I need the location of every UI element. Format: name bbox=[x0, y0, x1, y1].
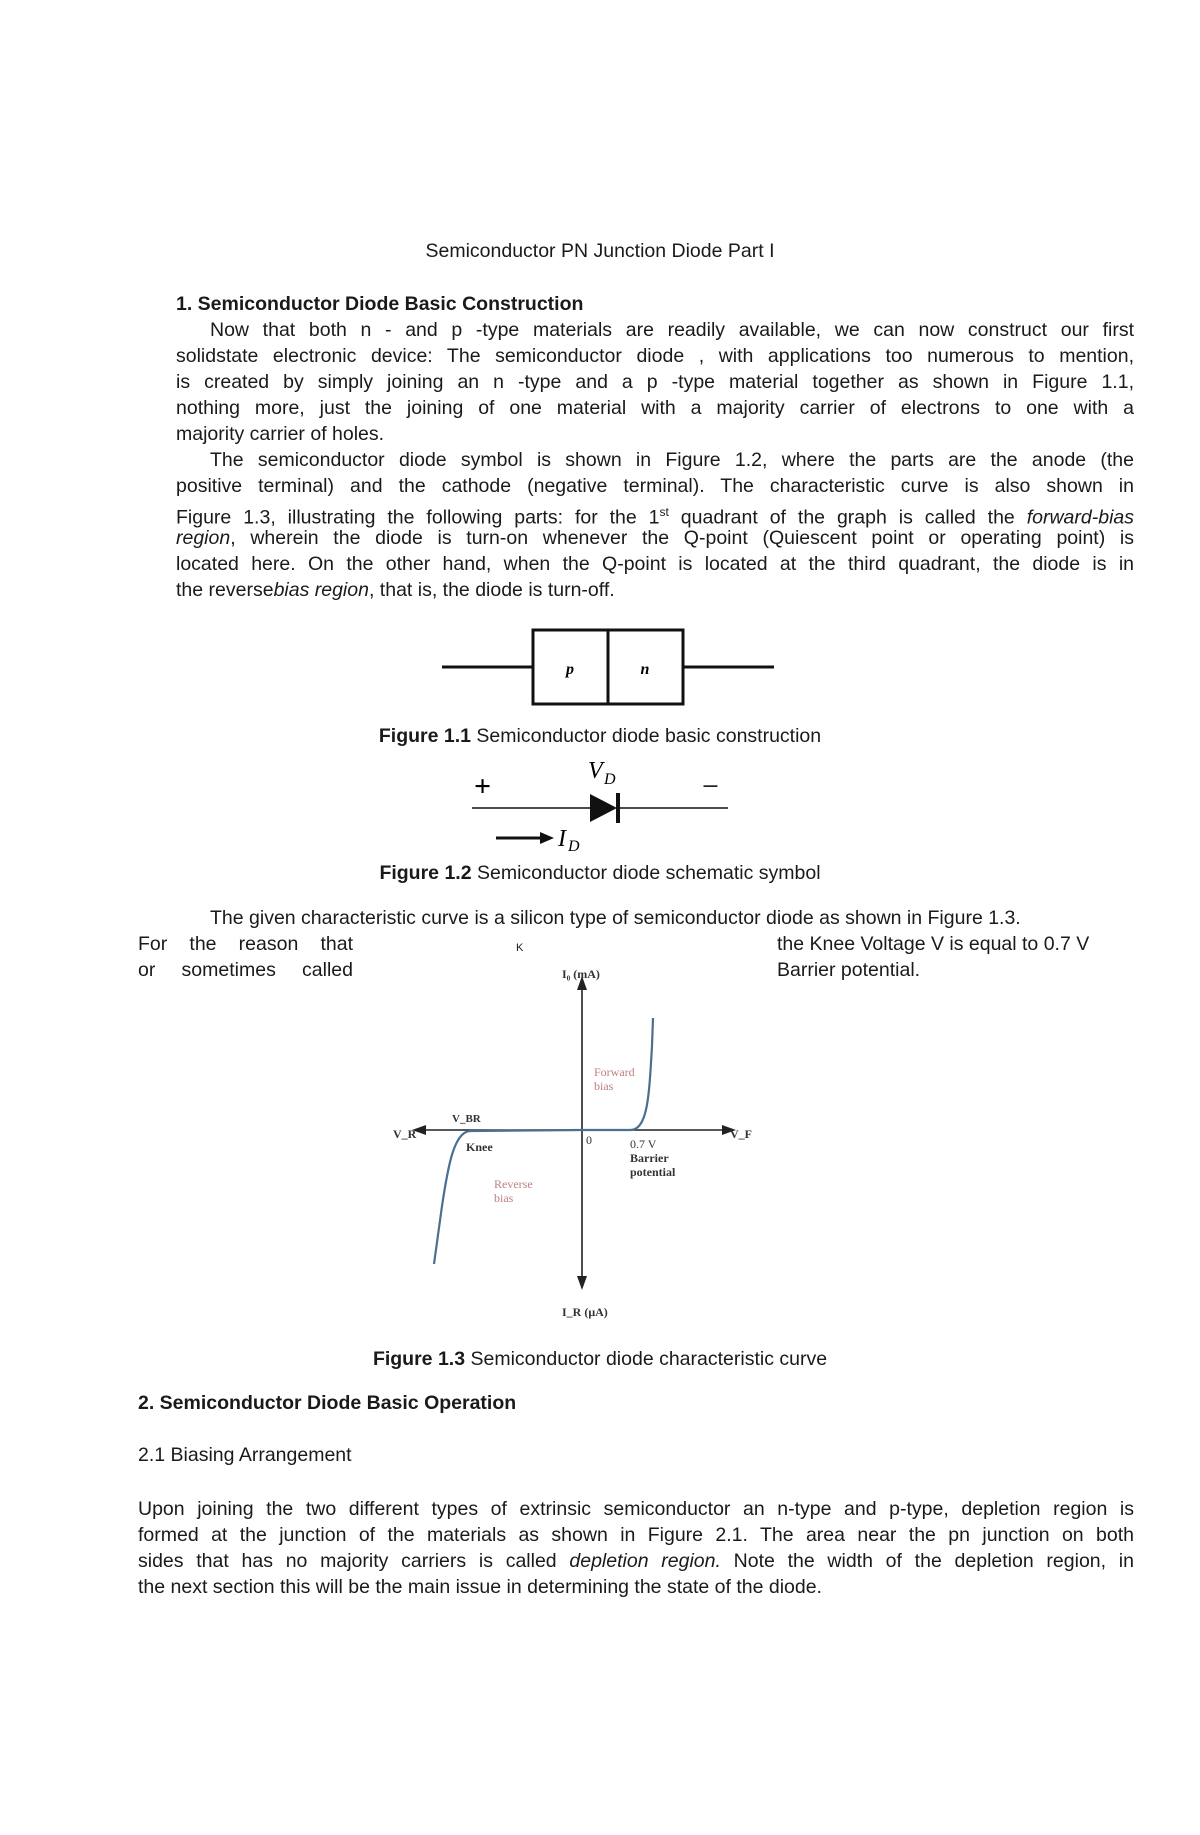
figure-1-1-diagram bbox=[440, 625, 780, 710]
caption-label: Figure 1.3 bbox=[372, 1348, 466, 1370]
vd-subscript: D bbox=[604, 771, 616, 788]
barrier-label: potential bbox=[630, 1165, 676, 1179]
italic-term: region bbox=[176, 527, 231, 549]
figure-1-2-caption bbox=[0, 860, 1200, 886]
page-title: Semiconductor PN Junction Diode Part I bbox=[425, 240, 775, 262]
figure-1-2-diagram bbox=[462, 756, 742, 852]
paragraph-3-line-1: The given characteristic curve is a silicon type of semiconductor diode as shown in Figure 1.3. bbox=[210, 907, 1021, 929]
text-span: , wherein the diode is turn-on whenever the Q-point (Quiescent point or operating point) is bbox=[230, 527, 1134, 549]
text-line bbox=[176, 577, 615, 603]
origin-label: 0 bbox=[586, 1133, 592, 1147]
text-line: The semiconductor diode symbol is shown in Figure 1.2, where the parts are the anode (the bbox=[210, 449, 1134, 471]
text-span: sides that has no majority carriers is called bbox=[138, 1550, 570, 1572]
section-2-1-heading: 2.1 Biasing Arrangement bbox=[138, 1444, 352, 1466]
text-line: Upon joining the two different types of extrinsic semiconductor an n-type and p-type, depletion region is bbox=[138, 1498, 1134, 1520]
y-axis-bottom-label: I_R (μA) bbox=[562, 1305, 608, 1319]
forward-bias-label: bias bbox=[594, 1079, 614, 1093]
forward-bias-label: Forward bbox=[594, 1065, 635, 1079]
caption-label: Figure 1.2 bbox=[379, 862, 472, 884]
reverse-bias-label: Reverse bbox=[494, 1177, 533, 1191]
text-line: formed at the junction of the materials as shown in Figure 2.1. The area near the pn junction on both bbox=[138, 1524, 1134, 1546]
text-span: the reverse bbox=[176, 579, 274, 601]
text-line: Now that both n - and p -type materials are readily available, we can now construct our first bbox=[210, 319, 1134, 341]
text-line: is created by simply joining an n -type and a p -type material together as shown in Figure 1.1, bbox=[176, 371, 1134, 393]
text-line: located here. On the other hand, when the Q-point is located at the third quadrant, the diode is in bbox=[176, 553, 1134, 575]
current-arrow-head bbox=[540, 832, 554, 844]
id-subscript: D bbox=[568, 838, 580, 852]
superscript: st bbox=[659, 505, 669, 519]
text-line: positive terminal) and the cathode (negative terminal). The characteristic curve is also shown in bbox=[176, 475, 1134, 497]
barrier-voltage-label: 0.7 V bbox=[630, 1137, 657, 1151]
section-1-heading: 1. Semiconductor Diode Basic Construction bbox=[176, 293, 584, 315]
minus-terminal-label: − bbox=[702, 770, 719, 803]
figure-1-3-diagram bbox=[390, 966, 760, 1326]
figure-1-1-caption bbox=[0, 723, 1200, 749]
figure-1-3-caption bbox=[0, 1346, 1200, 1372]
p-region-label: p bbox=[566, 661, 574, 678]
knee-label: Knee bbox=[466, 1140, 493, 1154]
italic-term: depletion region. bbox=[569, 1550, 721, 1572]
text-line bbox=[176, 525, 1134, 551]
text-line bbox=[138, 1548, 1134, 1574]
x-axis-right-label: V_F bbox=[730, 1127, 752, 1141]
y-axis-top-label: I₀ (mA) bbox=[562, 967, 600, 981]
caption-label: Figure 1.1 bbox=[378, 725, 471, 747]
vd-label: V bbox=[588, 758, 603, 784]
vbr-label: V_BR bbox=[452, 1113, 481, 1125]
paragraph-3-line-2-left: For the reason that bbox=[138, 933, 353, 955]
text-span: quadrant of the graph is called the bbox=[668, 506, 1027, 529]
text-line: solidstate electronic device: The semiconductor diode , with applications too numerous to mention, bbox=[176, 345, 1134, 367]
n-region-label: n bbox=[640, 661, 650, 678]
paragraph-3-subscript-k: K bbox=[516, 942, 524, 954]
plus-terminal-label: + bbox=[474, 770, 492, 803]
italic-term: forward-bias bbox=[1026, 506, 1134, 529]
caption-text: Semiconductor diode schematic symbol bbox=[471, 862, 821, 884]
text-line: nothing more, just the joining of one material with a majority carrier of electrons to one with a bbox=[176, 397, 1134, 419]
italic-term: bias region bbox=[273, 579, 369, 601]
barrier-label: Barrier bbox=[630, 1151, 669, 1165]
id-label: I bbox=[558, 826, 566, 852]
x-axis-left-label: V_R bbox=[393, 1127, 417, 1141]
section-2-heading: 2. Semiconductor Diode Basic Operation bbox=[138, 1392, 517, 1414]
text-line: majority carrier of holes. bbox=[176, 423, 385, 445]
text-span: Note the width of the depletion region, in bbox=[720, 1550, 1134, 1572]
caption-text: Semiconductor diode characteristic curve bbox=[465, 1348, 828, 1370]
diode-triangle bbox=[590, 794, 617, 822]
reverse-bias-label: bias bbox=[494, 1191, 514, 1205]
text-span: , that is, the diode is turn-off. bbox=[368, 579, 615, 601]
text-line: the next section this will be the main issue in determining the state of the diode. bbox=[138, 1576, 822, 1598]
text-span: Figure 1.3, illustrating the following parts: for the 1 bbox=[176, 506, 660, 529]
paragraph-3-line-2-right: the Knee Voltage V is equal to 0.7 V bbox=[777, 933, 1090, 955]
paragraph-3-line-3-left: or sometimes called bbox=[138, 959, 353, 981]
paragraph-3-line-3-right: Barrier potential. bbox=[777, 959, 921, 981]
caption-text: Semiconductor diode basic construction bbox=[471, 725, 822, 747]
y-axis-arrow-down bbox=[577, 1276, 587, 1290]
